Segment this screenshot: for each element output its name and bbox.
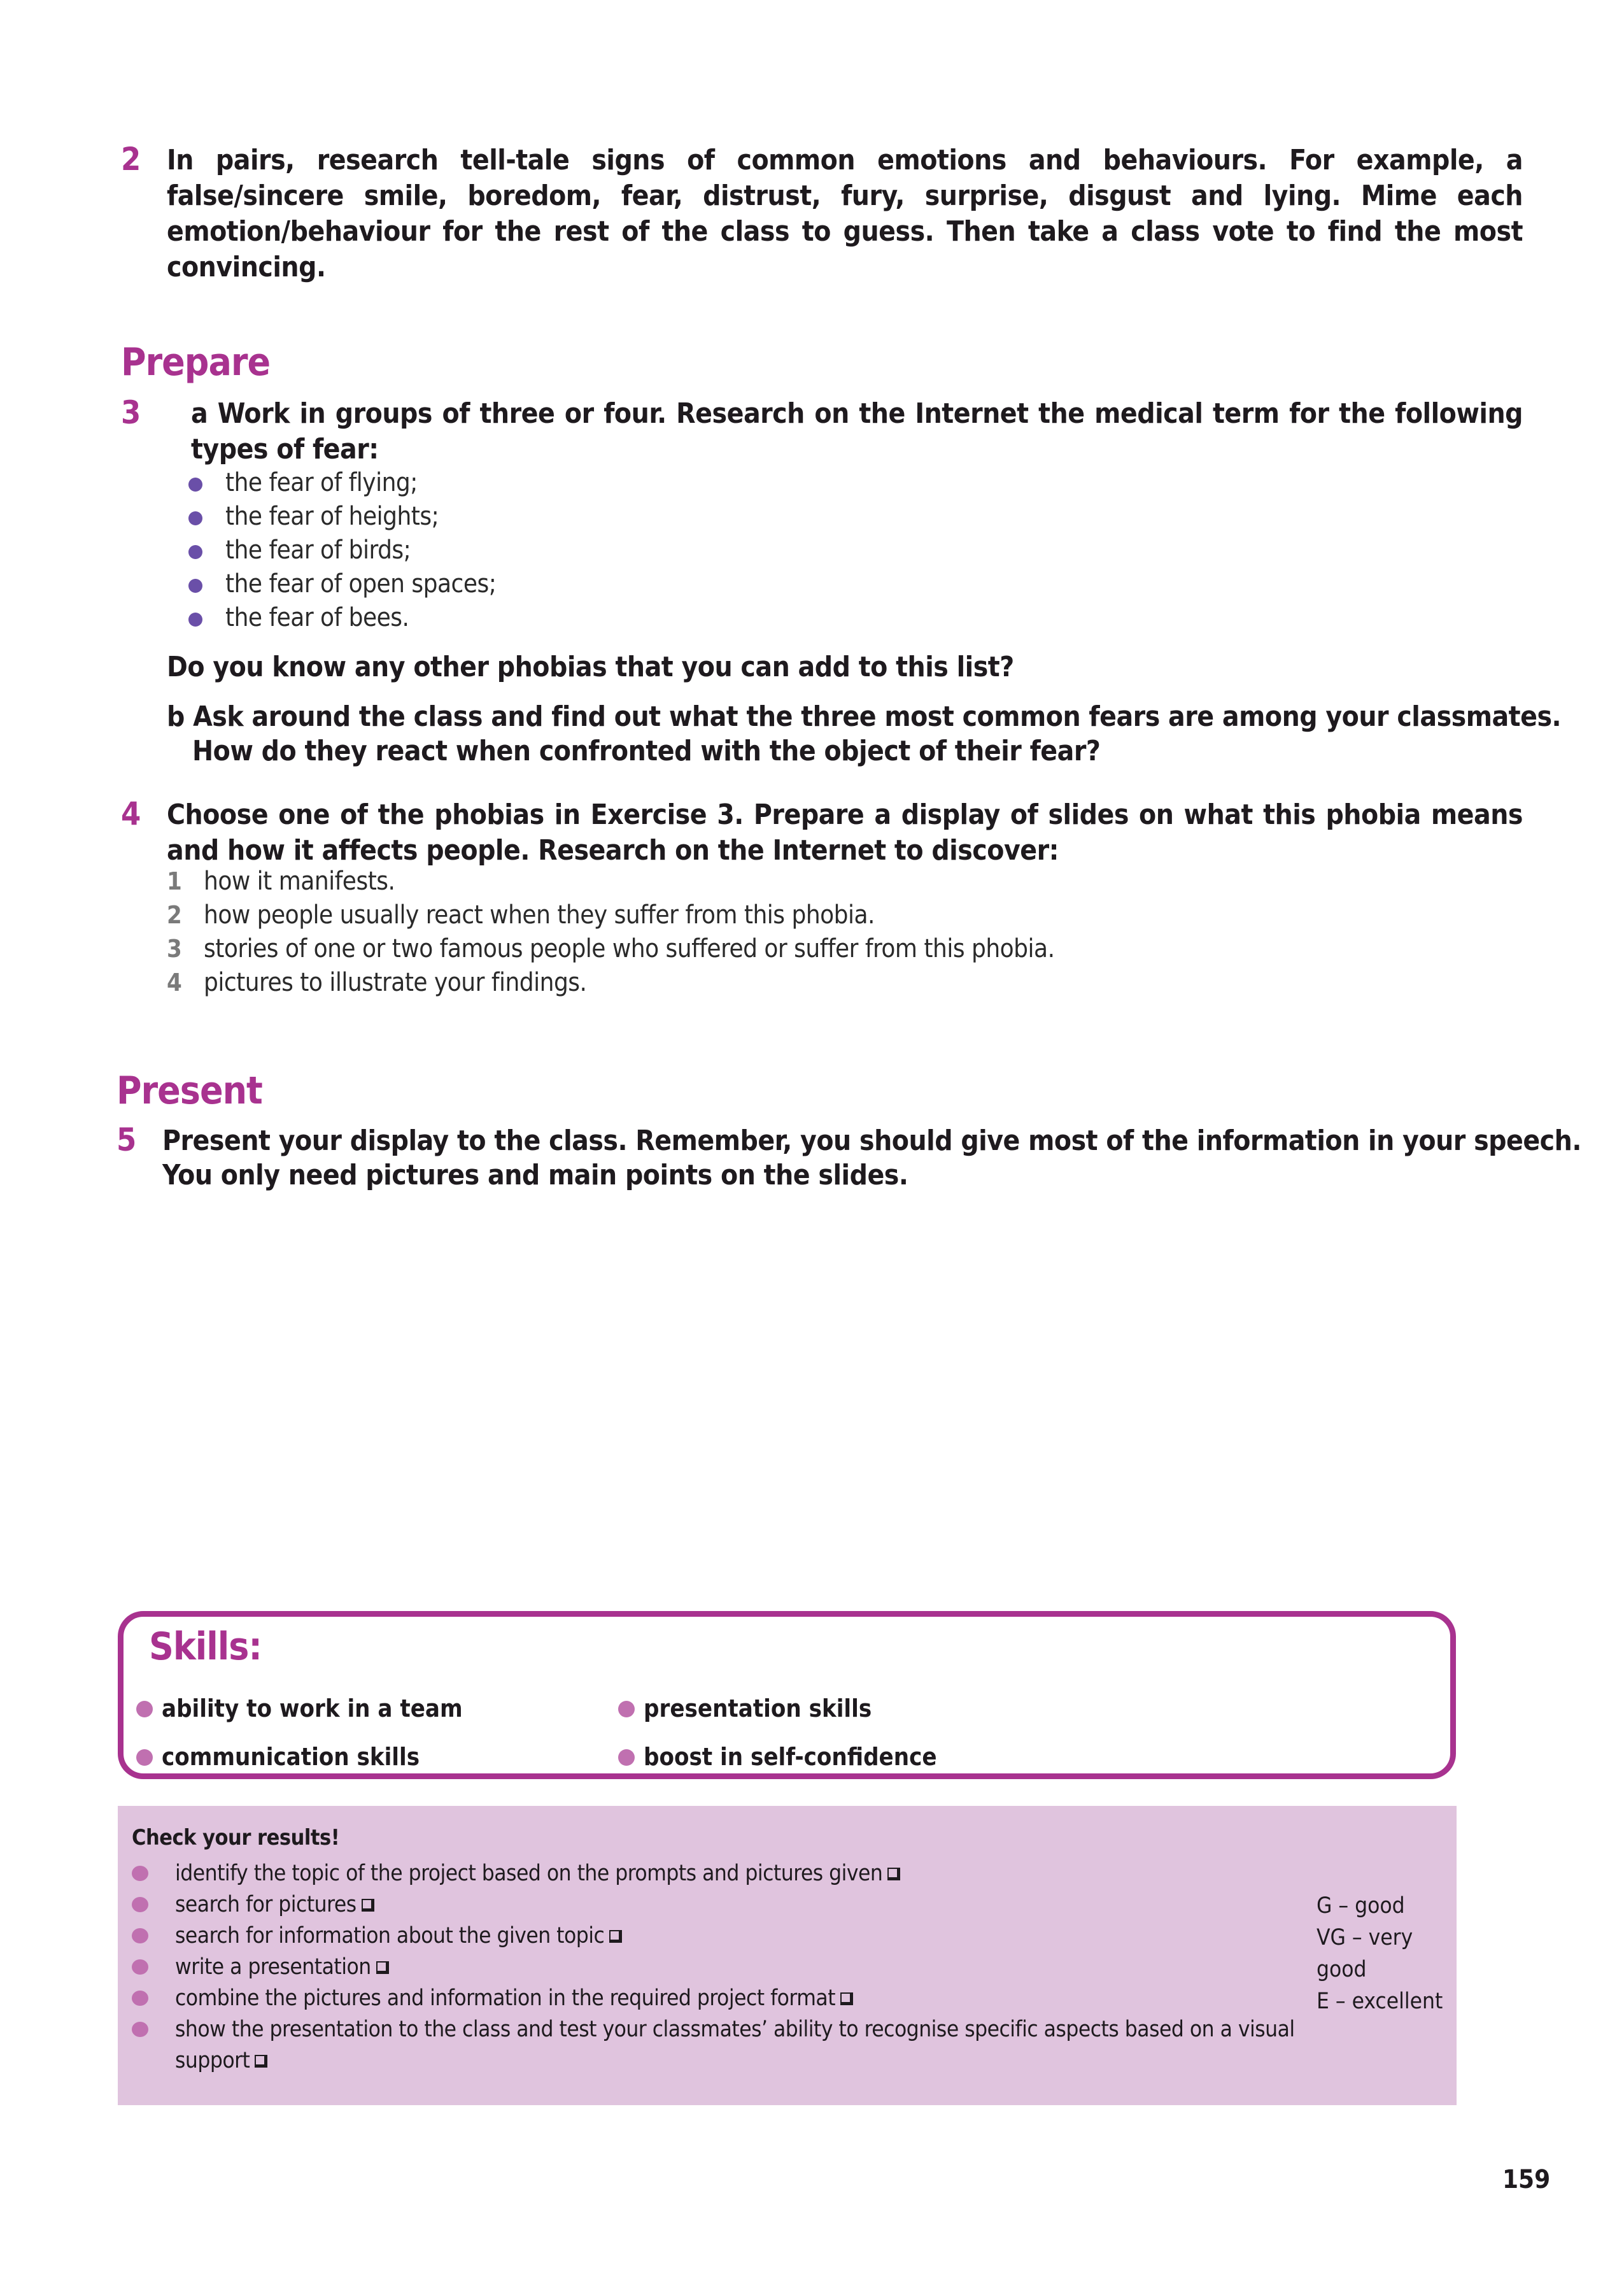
check-results-list xyxy=(132,1858,1297,2077)
skill-item xyxy=(136,1693,463,1724)
fear-item-text: the fear of bees. xyxy=(225,603,409,632)
check-item xyxy=(132,1952,1297,1983)
bullet-icon xyxy=(136,1701,153,1717)
checkbox-icon[interactable] xyxy=(376,1961,389,1974)
check-item xyxy=(132,1920,1297,1952)
bullet-icon xyxy=(132,1991,148,2006)
list-item xyxy=(167,966,1055,1000)
exercise-number-3: 3 xyxy=(121,394,141,431)
check-item-text: combine the pictures and information in the required project format xyxy=(175,1985,836,2011)
exercise-5-line2: You only need pictures and main points on the slides. xyxy=(162,1159,908,1191)
bullet-icon xyxy=(618,1701,635,1717)
item-number: 4 xyxy=(167,969,182,997)
list-item xyxy=(188,567,496,601)
bullet-icon xyxy=(188,511,202,525)
bullet-icon xyxy=(132,1897,148,1912)
bullet-icon xyxy=(132,1928,148,1943)
grade-good: G – good xyxy=(1317,1893,1405,1919)
exercise-3b-line2: How do they react when confronted with the object of their fear? xyxy=(192,735,1101,767)
skills-title: Skills: xyxy=(149,1624,262,1669)
exercise-3b-line1: b Ask around the class and find out what the three most common fears are among your classmates. xyxy=(167,700,1562,733)
list-item xyxy=(188,500,496,534)
checkbox-icon[interactable] xyxy=(255,2055,267,2068)
skill-text: boost in self-confidence xyxy=(644,1743,937,1771)
check-item-text: write a presentation xyxy=(175,1954,371,1980)
bullet-icon xyxy=(132,2022,148,2037)
list-item xyxy=(167,865,1055,898)
check-item xyxy=(132,1889,1297,1920)
checkbox-icon[interactable] xyxy=(840,1992,853,2005)
list-item xyxy=(188,466,496,500)
check-item xyxy=(132,2014,1297,2077)
list-item xyxy=(167,898,1055,932)
bullet-icon xyxy=(188,545,202,559)
fear-item-text: the fear of flying; xyxy=(225,468,418,497)
checkbox-icon[interactable] xyxy=(362,1899,374,1912)
bullet-icon xyxy=(618,1749,635,1766)
grades-panel xyxy=(1299,1806,1457,2105)
exercise-number-2: 2 xyxy=(121,141,141,178)
section-heading-present: Present xyxy=(117,1069,262,1113)
bullet-icon xyxy=(136,1749,153,1766)
item-text: pictures to illustrate your findings. xyxy=(204,968,587,997)
fear-item-text: the fear of birds; xyxy=(225,536,411,565)
exercise-3a-text: a Work in groups of three or four. Research on the Internet the medical term for the following types of fear: xyxy=(191,397,1523,465)
skill-text: communication skills xyxy=(162,1743,420,1771)
grade-very-good: VG – very good xyxy=(1317,1925,1413,1982)
skills-box xyxy=(118,1611,1456,1779)
item-text: stories of one or two famous people who suffered or suffer from this phobia. xyxy=(204,934,1055,963)
fear-item-text: the fear of open spaces; xyxy=(225,569,497,599)
item-text: how people usually react when they suffer from this phobia. xyxy=(204,900,875,930)
item-text: how it manifests. xyxy=(204,867,395,896)
check-item-text: identify the topic of the project based on the prompts and pictures given xyxy=(175,1861,883,1886)
page-number: 159 xyxy=(1502,2165,1551,2194)
exercise-2-text: In pairs, research tell-tale signs of common emotions and behaviours. For example, a false/sincere smile, boredom, fear, distrust, fury, surprise, disgust and lying. Mime each emotion/behaviour for the rest of the class to guess. Then take a class vote to find the most convincing. xyxy=(167,144,1523,283)
list-item xyxy=(167,932,1055,966)
skill-text: ability to work in a team xyxy=(162,1694,463,1722)
list-item xyxy=(188,601,496,635)
check-item-text: search for information about the given topic xyxy=(175,1923,605,1949)
exercise-number-4: 4 xyxy=(121,795,141,832)
grades-legend xyxy=(1317,1890,1457,2017)
bullet-icon xyxy=(132,1959,148,1975)
check-item-text: show the presentation to the class and test your classmates’ ability to recognise specific aspects based on a visual support xyxy=(175,2017,1295,2073)
check-results-title: Check your results! xyxy=(132,1825,340,1850)
skill-item xyxy=(136,1742,420,1772)
check-item xyxy=(132,1858,1297,1889)
checkbox-icon[interactable] xyxy=(887,1868,900,1880)
bullet-icon xyxy=(188,478,202,492)
item-number: 1 xyxy=(167,867,182,895)
fear-item-text: the fear of heights; xyxy=(225,502,439,531)
exercise-number-5: 5 xyxy=(117,1121,137,1158)
checkbox-icon[interactable] xyxy=(609,1930,622,1943)
bullet-icon xyxy=(132,1866,148,1881)
fear-list xyxy=(188,466,496,635)
check-item xyxy=(132,1983,1297,2014)
bullet-icon xyxy=(188,613,202,627)
list-item xyxy=(188,534,496,567)
exercise-3-follow-up: Do you know any other phobias that you can add to this list? xyxy=(167,651,1014,683)
item-number: 3 xyxy=(167,935,182,963)
check-item-text: search for pictures xyxy=(175,1892,357,1917)
research-list xyxy=(167,865,1055,1000)
exercise-5-line1: Present your display to the class. Remember, you should give most of the information in your speech. xyxy=(162,1125,1581,1157)
bullet-icon xyxy=(188,579,202,593)
item-number: 2 xyxy=(167,901,182,929)
skill-item xyxy=(618,1693,872,1724)
exercise-4-text: Choose one of the phobias in Exercise 3. Prepare a display of slides on what this phobia means and how it affects people. Research on the Internet to discover: xyxy=(167,799,1523,867)
section-heading-prepare: Prepare xyxy=(121,340,271,385)
grade-excellent: E – excellent xyxy=(1317,1989,1443,2014)
check-results-panel xyxy=(118,1806,1303,2105)
skill-text: presentation skills xyxy=(644,1694,872,1722)
skill-item xyxy=(618,1742,937,1772)
